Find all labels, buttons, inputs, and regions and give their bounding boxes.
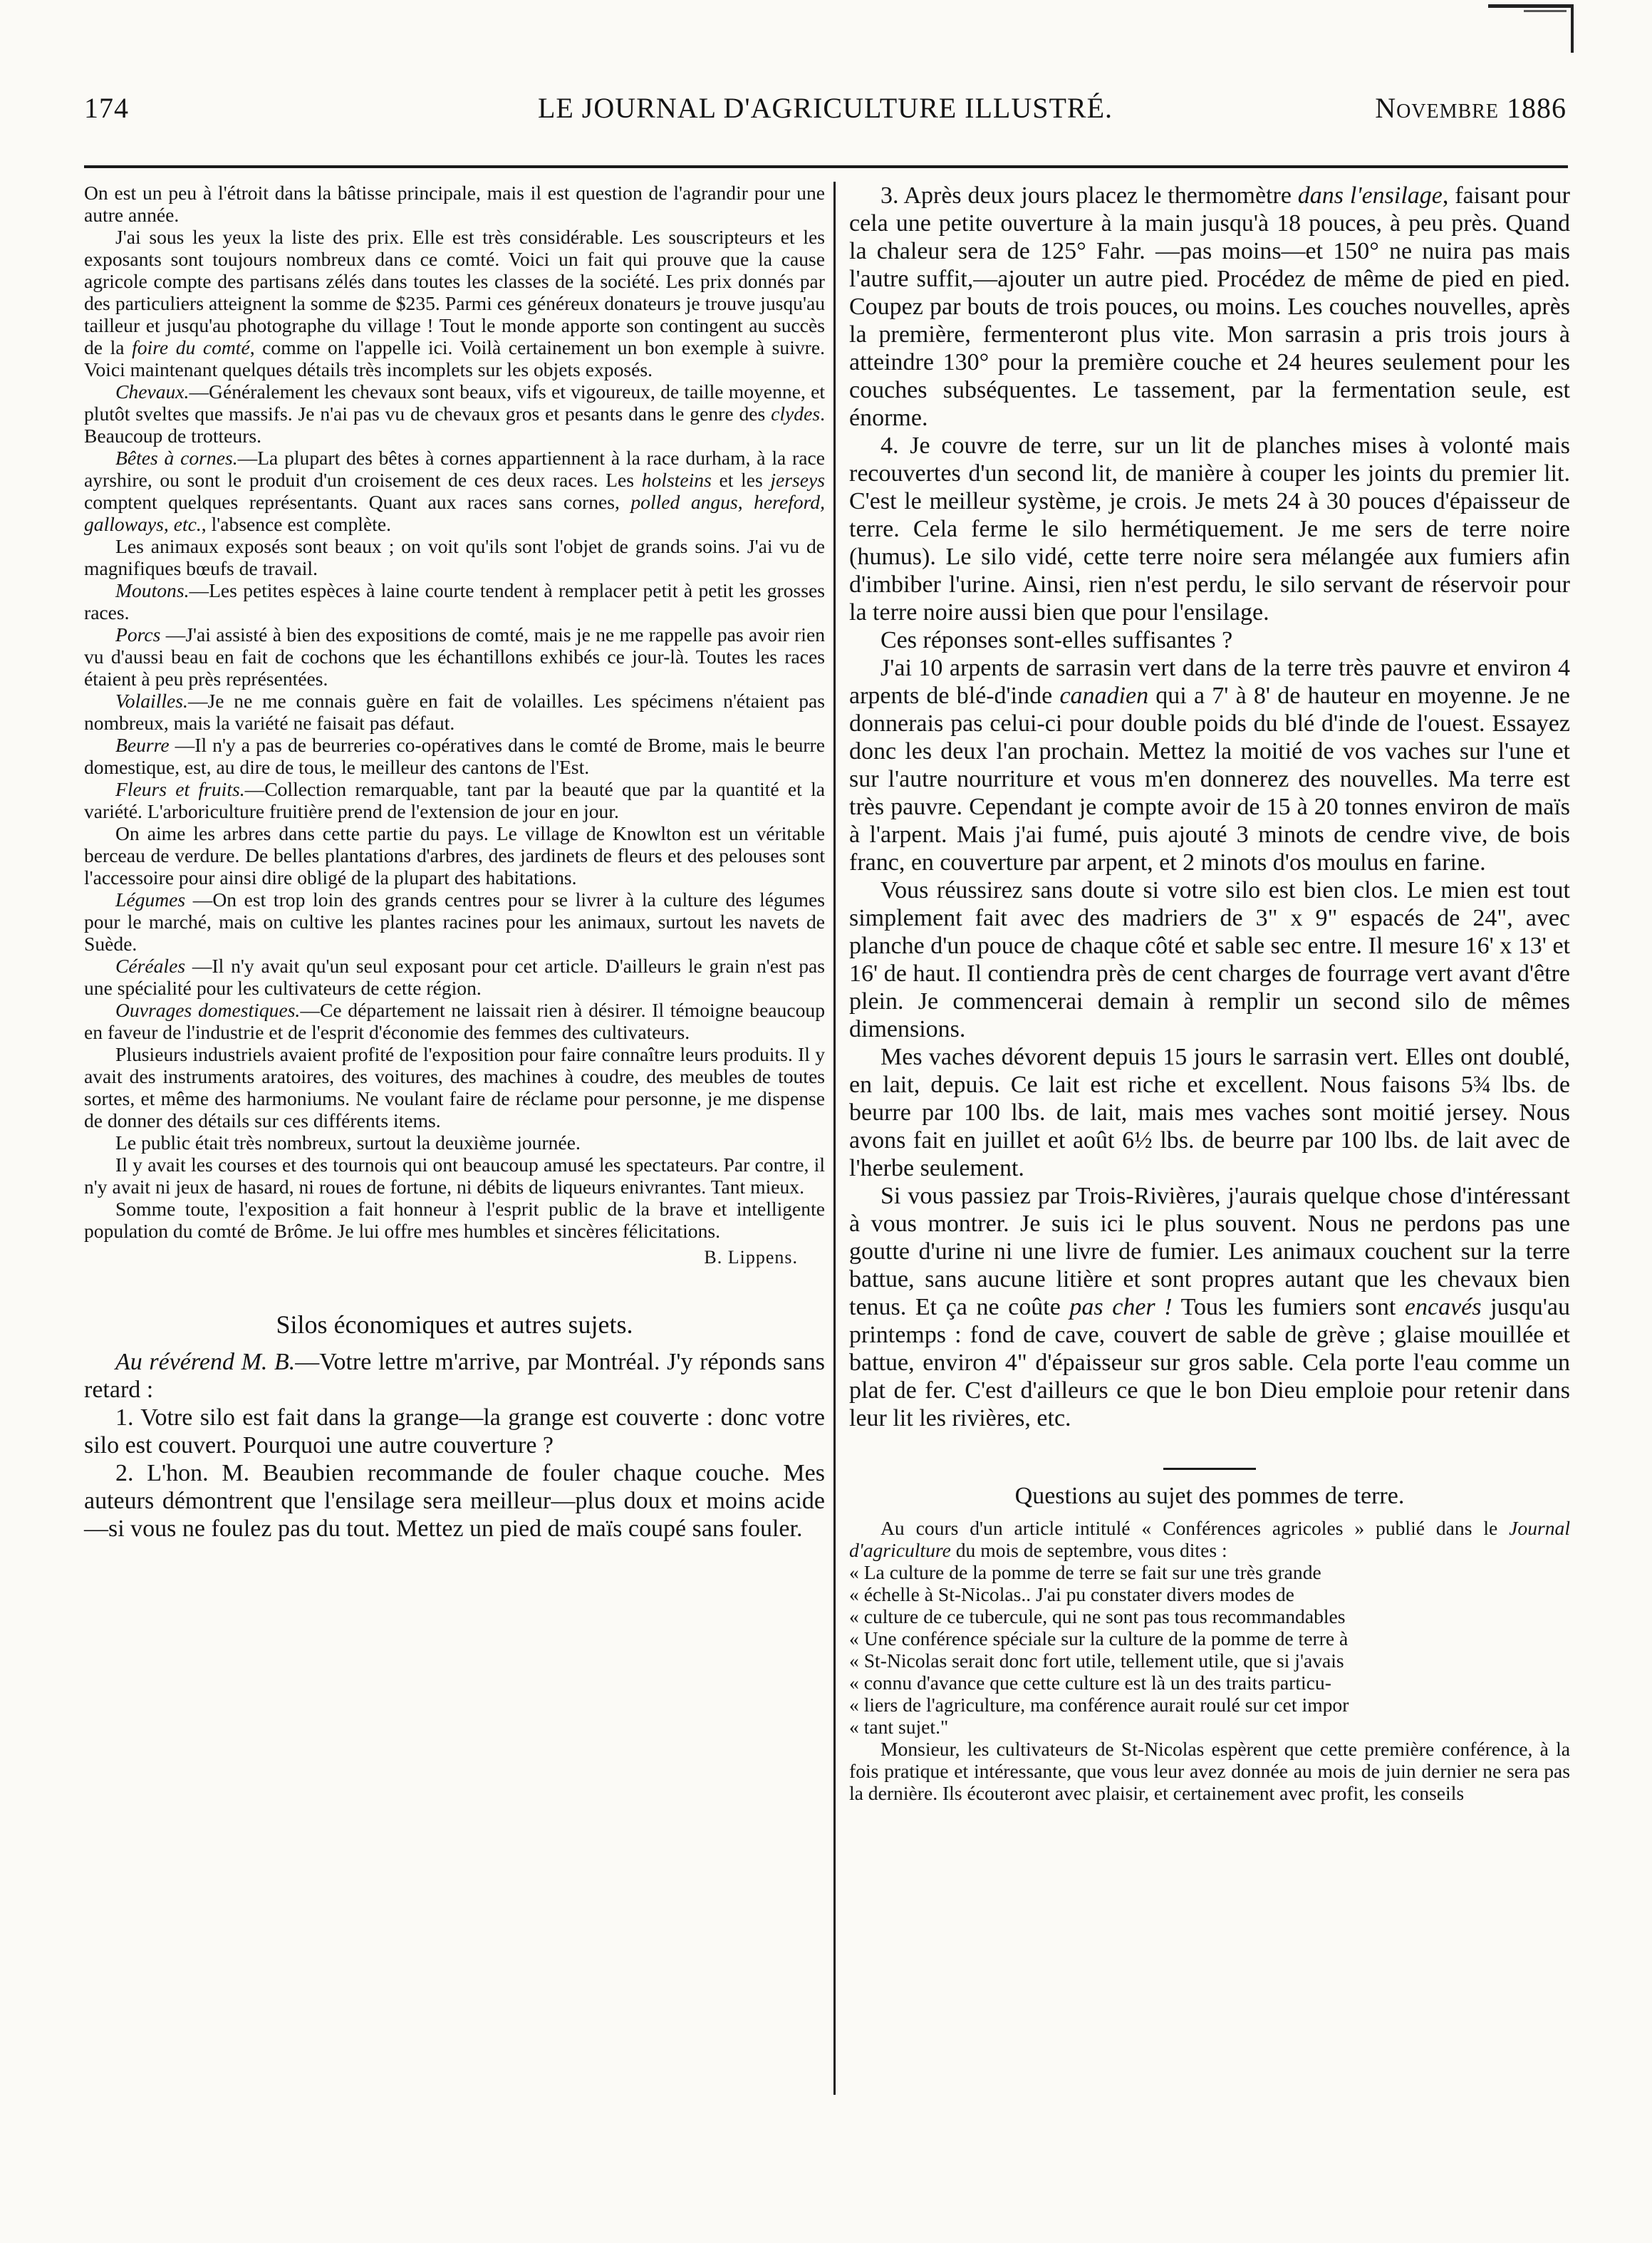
journal-title: LE JOURNAL D'AGRICULTURE ILLUSTRÉ. <box>537 92 1113 124</box>
running-head <box>84 84 1567 134</box>
paragraph-volailles: Volailles.—Je ne me connais guère en fait de volailles. Les spécimens n'étaient pas nombreux, mais la variété ne faisait pas défaut. <box>84 690 825 734</box>
paragraph: Monsieur, les cultivateurs de St-Nicolas espèrent que cette première conférence, à la fois pratique et intéressante, que vous leur avez donnée au mois de juin dernier ne sera pas la dernière. Ils écouteront avec plaisir, et certainement avec profit, les conseils <box>849 1738 1570 1804</box>
section-title: Questions au sujet des pommes de terre. <box>1014 1483 1405 1509</box>
paragraph: J'ai sous les yeux la liste des prix. Elle est très considérable. Les souscripteurs et les exposants sont toujours nombreux dans ce comté. Voici un fait qui prouve que la cause agricole compte des partisans zélés dans toutes les classes de la société. Les prix donnés par des particuliers atteignent la somme de $235. Parmi ces généreux donateurs je trouve jusqu'au tailleur et jusqu'au photographe du village ! Tout le monde apporte son contingent au succès de la foire du comté, comme on l'appelle ici. Voilà certainement un bon exemple à suivre. Voici maintenant quelques détails très incomplets sur les objets exposés. <box>84 226 826 380</box>
column-divider <box>833 182 836 2095</box>
section-title: Silos économiques et autres sujets. <box>276 1310 633 1339</box>
quote-line: « liers de l'agriculture, ma conférence aurait roulé sur cet impor <box>849 1694 1349 1716</box>
paragraph-fleurs: Fleurs et fruits.—Collection remarquable, tant par la beauté que par la quantité et la variété. L'arboriculture fruitière prend de l'extension de jour en jour. <box>84 778 825 822</box>
quote-line: « St-Nicolas serait donc fort utile, tellement utile, que si j'avais <box>849 1649 1344 1672</box>
quote-line: « La culture de la pomme de terre se fait sur une très grande <box>849 1561 1321 1583</box>
quote-line: « échelle à St-Nicolas.. J'ai pu constater divers modes de <box>849 1583 1294 1605</box>
issue-date: Novembre 1886 <box>1375 92 1567 124</box>
paragraph-porcs: Porcs —J'ai assisté à bien des expositions de comté, mais je ne me rappelle pas avoir rien vu d'aussi beau en fait de cochons que les échantillons exhibés ce jour-là. Toutes les races étaient à peu près représentées. <box>84 623 825 690</box>
paragraph-moutons: Moutons.—Les petites espèces à laine courte tendent à remplacer petit à petit les grosses races. <box>84 579 825 623</box>
paragraph: Mes vaches dévorent depuis 15 jours le sarrasin vert. Elles ont doublé, en lait, depuis. Ce lait est riche et excellent. Nous faisons 5¾ lbs. de beurre par 100 lbs. de lait, mais mes vaches sont moitié jersey. Nous avons fait en juillet et août 6½ lbs. de beurre par 100 lbs. de lait avec de l'herbe seulement. <box>849 1044 1570 1181</box>
paragraph-cereales: Céréales —Il n'y avait qu'un seul exposant pour cet article. D'ailleurs le grain n'est pas une spécialité pour les cultivateurs de cette région. <box>84 955 825 999</box>
quotation <box>849 1561 1570 1738</box>
paragraph: 1. Votre silo est fait dans la grange—la grange est couverte : donc votre silo est couvert. Pourquoi une autre couverture ? <box>84 1404 825 1459</box>
paragraph: Les animaux exposés sont beaux ; on voit qu'ils sont l'objet de grands soins. J'ai vu de magnifiques bœufs de travail. <box>84 535 825 579</box>
paragraph: Le public était très nombreux, surtout la deuxième journée. <box>115 1131 581 1154</box>
paragraph: Il y avait les courses et des tournois qui ont beaucoup amusé les spectateurs. Par contre, il n'y avait ni jeux de hasard, ni roues de fortune, ni débits de liqueurs enivrantes. Tant mieux. <box>84 1154 825 1198</box>
corner-mark <box>1481 0 1595 56</box>
paragraph: Somme toute, l'exposition a fait honneur à l'esprit public de la brave et intelligente population du comté de Brôme. Je lui offre mes humbles et sincères félicitations. <box>84 1198 825 1242</box>
signature: B. Lippens. <box>704 1247 798 1268</box>
paragraph: Au cours d'un article intitulé « Conférences agricoles » publié dans le Journal d'agriculture du mois de septembre, vous dites : <box>849 1517 1570 1561</box>
paragraph-chevaux: Chevaux.—Généralement les chevaux sont beaux, vifs et vigoureux, de taille moyenne, et plutôt sveltes que massifs. Je n'ai pas vu de chevaux gros et pesants dans le genre des clydes. Beaucoup de trotteurs. <box>84 380 825 447</box>
paragraph: J'ai 10 arpents de sarrasin vert dans de la terre très pauvre et environ 4 arpents de blé-d'inde canadien qui a 7' à 8' de hauteur en moyenne. Je ne donnerais pas celui-ci pour double poids du blé d'inde de l'ouest. Essayez donc les deux l'an prochain. Mettez la moitié de vos vaches sur l'une et sur l'autre nourriture et vous m'en donnerez des nouvelles. Ma terre est très pauvre. Cependant je compte avoir de 15 à 20 tonnes environ de maïs à l'arpent. Mais j'ai fumé, puis ajouté 3 minots de cendre vive, de bois franc, en couverture par arpent, et 2 minots d'os moulus en farine. <box>849 655 1571 876</box>
quote-line: « connu d'avance que cette culture est là un des traits particu- <box>849 1672 1331 1694</box>
page-number: 174 <box>84 92 129 124</box>
paragraph: On est un peu à l'étroit dans la bâtisse principale, mais il est question de l'agrandir pour une autre année. <box>84 182 825 226</box>
quote-line: « Une conférence spéciale sur la culture de la pomme de terre à <box>849 1627 1349 1649</box>
paragraph: 2. L'hon. M. Beaubien recommande de fouler chaque couche. Mes auteurs démontrent que l'ensilage sera meilleur—plus doux et moins acide—si vous ne foulez pas du tout. Mettez un pied de maïs coupé sans fouler. <box>84 1460 825 1542</box>
paragraph-beurre: Beurre —Il n'y a pas de beurreries co-opératives dans le comté de Brome, mais le beurre domestique, est, au dire de tous, le meilleur des cantons de l'Est. <box>84 734 825 778</box>
paragraph: Ces réponses sont-elles suffisantes ? <box>880 627 1233 653</box>
quote-line: « tant sujet." <box>849 1716 949 1738</box>
paragraph: Vous réussirez sans doute si votre silo est bien clos. Le mien est tout simplement fait avec des madriers de 3" x 9" espacés de 24", avec planche d'un pouce de chaque côté et sable sec entre. Il mesure 16' x 13' et 16' de haut. Il contiendra près de cent charges de fourrage vert avant d'être plein. Je commencerai demain à remplir un second silo de mêmes dimensions. <box>849 877 1570 1042</box>
right-column <box>849 182 1570 1804</box>
paragraph-3: 3. Après deux jours placez le thermomètre dans l'ensilage, faisant pour cela une petite ouverture à la main jusqu'à 18 pouces, à peu près. Quand la chaleur sera de 125° Fahr. —pas moins—et 150° ne nuira pas mais l'autre suffit,—ajouter un autre pied. Procédez de même de pied en pied. Coupez par bouts de trois pouces, ou moins. Les couches nouvelles, après la première, fermenteront plus vite. Mon sarrasin a pris trois jours à atteindre 130° pour la première couche et 24 heures seulement pour les couches subséquentes. Le tassement, par la fermentation seule, est énorme. <box>849 182 1571 431</box>
paragraph: Si vous passiez par Trois-Rivières, j'aurais quelque chose d'intéressant à vous montrer. Je suis ici le plus souvent. Nous ne perdons pas une goutte d'urine ni une livre de fumier. Les animaux couchent sur la terre battue, sans aucune litière et sont propres autant que les chevaux bien tenus. Et ça ne coûte pas cher ! Tous les fumiers sont encavés jusqu'au printemps : fond de cave, couvert de sable de grève ; glaise mouillée et battue, environ 4" d'épaisseur sur gros sable. Cela porte l'eau comme un plat de fer. C'est d'ailleurs ce que le bon Dieu emploie pour retenir dans leur lit les rivières, etc. <box>849 1183 1571 1431</box>
paragraph: Plusieurs industriels avaient profité de l'exposition pour faire connaître leurs produits. Il y avait des instruments aratoires, des voitures, des machines à coudre, des meubles de toutes sortes, et même des harmoniums. Ne voulant faire de réclame pour personne, je me dispense de donner des détails sur ces différents items. <box>84 1043 825 1131</box>
header-rule <box>84 165 1568 168</box>
section-rule <box>1163 1468 1256 1470</box>
paragraph-silos-intro: Au révérend M. B.—Votre lettre m'arrive, par Montréal. J'y réponds sans retard : <box>84 1349 825 1403</box>
left-column <box>84 182 825 1543</box>
paragraph-legumes: Légumes —On est trop loin des grands centres pour se livrer à la culture des légumes pour le marché, mais on cultive les plantes racines pour les animaux, surtout les navets de Suède. <box>84 889 825 955</box>
paragraph-4: 4. Je couvre de terre, sur un lit de planches mises à volonté mais recouvertes d'un second lit, de manière à couper les joints du premier lit. C'est le meilleur système, je crois. Je mets 24 à 30 pouces d'épaisseur de terre. Cela ferme le silo hermétiquement. Je me sers de terre noire (humus). Le silo vidé, cette terre noire sera mélangée aux fumiers afin d'imbiber l'urine. Ainsi, rien n'est perdu, le silo servant de réservoir pour la terre noire aussi bien que pour l'ensilage. <box>849 432 1570 626</box>
paragraph-ouvrages: Ouvrages domestiques.—Ce département ne laissait rien à désirer. Il témoigne beaucoup en faveur de l'industrie et de l'esprit d'économie des femmes des cultivateurs. <box>84 999 825 1043</box>
paragraph: On aime les arbres dans cette partie du pays. Le village de Knowlton est un véritable berceau de verdure. De belles plantations d'arbres, des jardinets de fleurs et des pelouses sont l'accessoire pour ainsi dire obligé de la plupart des habitations. <box>84 822 825 889</box>
quote-line: « culture de ce tubercule, qui ne sont pas tous recommandables <box>849 1605 1346 1627</box>
paragraph-betes: Bêtes à cornes.—La plupart des bêtes à cornes appartiennent à la race durham, à la race ayrshire, ou sont le produit d'un croisement de ces deux races. Les holsteins et les jerseys comptent quelques représentants. Quant aux races sans cornes, polled angus, hereford, galloways, etc., l'absence est complète. <box>84 447 825 535</box>
